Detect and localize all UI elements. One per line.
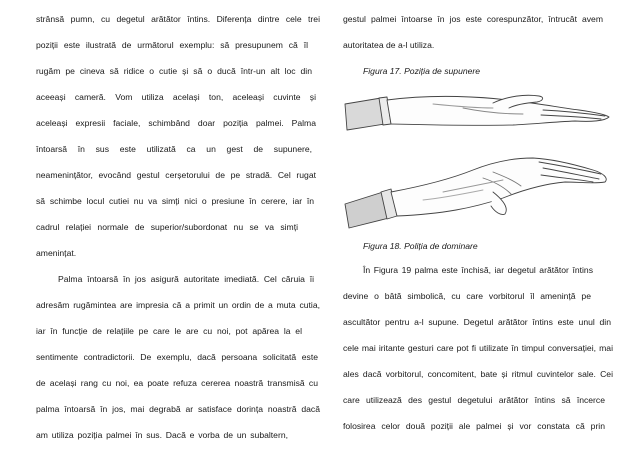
text-line: să schimbe locul cutiei nu va simți nici o presiune în cerere, iar în — [36, 196, 314, 206]
text-line: sentimente contradictorii. De exemplu, dacă persoana solicitată este — [36, 352, 318, 362]
text-line: întoarsă în sus este utilizată ca un gest de supunere, — [36, 144, 312, 154]
text-line: aceleași expresii faciale, schimbând doar poziția palmei. Palma — [36, 118, 316, 128]
text-line: cele mai iritante gesturi care pot fi utilizate în timpul conversației, mai — [343, 343, 613, 353]
text-line: iar în funcție de relațiile pe care le are cu noi, pot apărea la el — [36, 326, 302, 336]
text-line: ascultător pentru a-l supune. Degetul arătător întins este unul din — [343, 317, 611, 327]
figure-17-caption: Figura 17. Poziția de supunere — [363, 66, 481, 76]
text-line: autoritatea de a-l utiliza. — [343, 40, 435, 50]
paragraph-first-line: Palma întoarsă în jos asigură autoritate imediată. Cel căruia îi — [58, 274, 314, 284]
text-line: aceeași cameră. Vom utiliza același ton, aceleași cuvinte și — [36, 92, 316, 102]
text-line: amenințat. — [36, 248, 77, 258]
text-line: devine o bâtă simbolică, cu care vorbitorul îl amenință pe — [343, 291, 591, 301]
text-line: poziții este ilustrată de următorul exemplu: să presupunem că îl — [36, 40, 308, 50]
figure-18-palm-down-illustration — [343, 142, 613, 230]
text-line: de același rang cu noi, ea poate refuza cererea noastră transmisă cu — [36, 378, 318, 388]
text-line: adresăm rugămintea are impresia că a primit un ordin de a muta cutia, — [36, 300, 320, 310]
text-line: folosirea celor două poziții ale palmei și vor constata că prin — [343, 421, 605, 431]
paragraph-first-line: În Figura 19 palma este închisă, iar degetul arătător întins — [363, 265, 593, 275]
text-line: palma întoarsă în jos, mai degrabă ar satisface dorința noastră dacă — [36, 404, 320, 414]
text-line: cadrul relației normale de superior/subordonat nu se va simți — [36, 222, 298, 232]
text-line: gestul palmei întoarse în jos este corespunzător, întrucât avem — [343, 14, 603, 24]
text-line: care utilizează des gestul degetului arătător întins să încerce — [343, 395, 605, 405]
text-line: rugăm pe cineva să ridice o cutie și să o ducă într-un alt loc din — [36, 66, 312, 76]
text-line: neamenințător, evocând gestul cerșetorului de pe stradă. Cel rugat — [36, 170, 316, 180]
figure-17-palm-up-illustration — [343, 84, 613, 136]
text-line: strânsă pumn, cu degetul arătător întins. Diferența dintre cele trei — [36, 14, 320, 24]
text-line: am utiliza poziția palmei în sus. Dacă e vorba de un subaltern, — [36, 430, 288, 440]
text-line: ales dacă vorbitorul, concomitent, bate și ritmul cuvintelor sale. Cei — [343, 369, 613, 379]
figure-18-caption: Figura 18. Poliția de dominare — [363, 241, 478, 251]
